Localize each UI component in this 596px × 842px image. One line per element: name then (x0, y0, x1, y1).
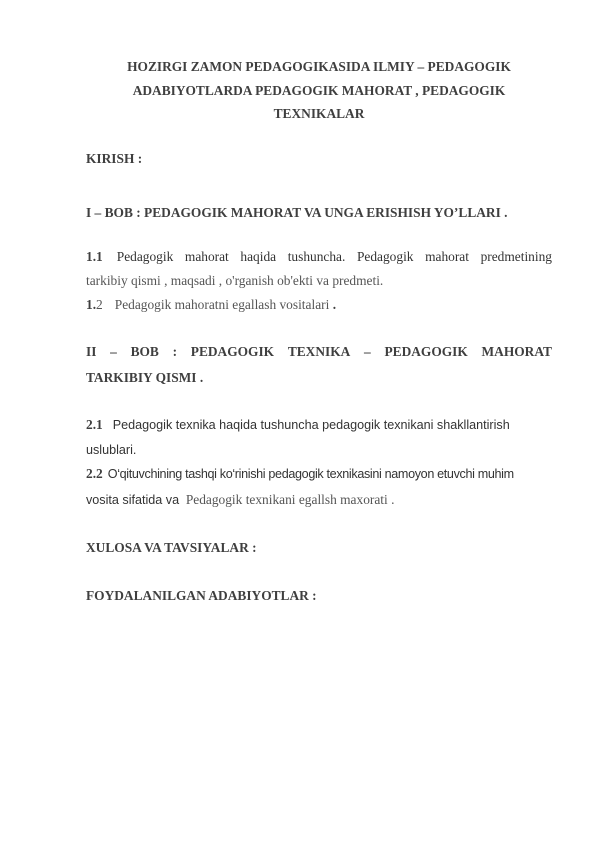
section-1-1-text-line-2: tarkibiy qismi , maqsadi , o'rganish ob'ekti va predmeti. (86, 273, 384, 288)
section-2-1-line-1 (86, 417, 510, 433)
section-2-2-text-line-2b: Pedagogik texnikani egallsh maxorati . (185, 492, 395, 507)
title-line-2: ADABIYOTLARDA PEDAGOGIK MAHORAT , PEDAGOGIK (132, 82, 506, 98)
section-2-1-number: 2.1 (86, 417, 103, 432)
references-heading: FOYDALANILGAN ADABIYOTLAR : (86, 588, 317, 603)
section-1-1-number: 1.1 (86, 249, 103, 264)
title-line-1: HOZIRGI ZAMON PEDAGOGIKASIDA ILMIY – PEDAGOGIK (127, 59, 511, 74)
chapter-2-word: PEDAGOGIK (190, 344, 275, 359)
chapter-1-heading: I – BOB : PEDAGOGIK MAHORAT VA UNGA ERISHISH YO’LLARI . (86, 205, 508, 220)
section-1-2-text: Pedagogik mahoratni egallash vositalari (114, 297, 330, 312)
chapter-2-word: : (172, 344, 178, 359)
section-1-1-text-line-1: Pedagogik mahorat haqida tushuncha. Pedagogik mahorat predmetining (116, 249, 552, 264)
conclusion-heading: XULOSA VA TAVSIYALAR : (86, 540, 257, 555)
chapter-2-word: MAHORAT (481, 344, 552, 359)
section-2-1-text-line-1: Pedagogik texnika haqida tushuncha pedagogik texnikani shakllantirish (112, 418, 510, 432)
chapter-2-heading-line-1 (86, 344, 552, 360)
section-2-2-line-1 (86, 466, 514, 482)
section-1-2-end: . (332, 297, 337, 312)
section-2-2-number: 2.2 (86, 466, 103, 481)
chapter-2-word: – (110, 344, 117, 359)
intro-heading: KIRISH : (86, 151, 143, 166)
document-title (86, 55, 552, 126)
section-2-2-text-line-2a: vosita sifatida va (86, 493, 180, 507)
section-1-2-number-b: 2 (96, 297, 103, 312)
section-1-1-line-1 (86, 249, 552, 265)
chapter-2-heading-line-2: TARKIBIY QISMI . (86, 370, 204, 385)
section-1-2-line (86, 297, 336, 313)
chapter-2-word: BOB (130, 344, 159, 359)
chapter-2-word: TEXNIKA (287, 344, 351, 359)
section-2-2-line-2 (86, 492, 394, 508)
chapter-2-word: II (86, 344, 97, 359)
section-1-2-number-a: 1. (86, 297, 97, 312)
chapter-2-word: PEDAGOGIK (384, 344, 468, 359)
chapter-2-word: – (364, 344, 371, 359)
section-2-2-text-line-1: O‘qituvchining tashqi ko‘rinishi pedagogik texnikasini namoyon etuvchi muhim (107, 467, 514, 481)
section-2-1-text-line-2: uslublari. (86, 443, 137, 457)
title-line-3: TEXNIKALAR (273, 106, 365, 121)
